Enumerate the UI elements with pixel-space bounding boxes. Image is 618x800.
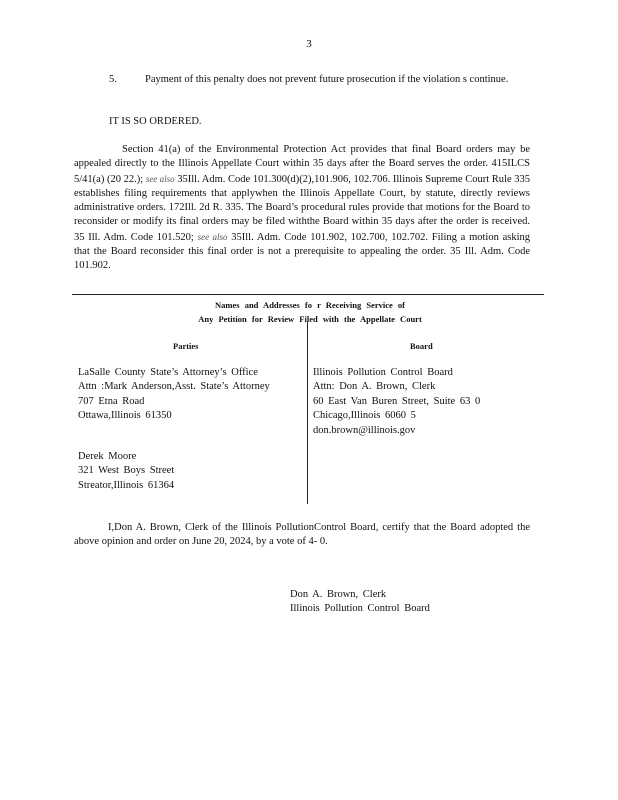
list-item-number: 5. bbox=[109, 74, 117, 85]
address-line: LaSalle County State’s Attorney’s Office bbox=[78, 367, 258, 378]
service-title-line1: Names and Addresses fo r Receiving Service of bbox=[215, 300, 405, 310]
address-line: Streator,Illinois 61364 bbox=[78, 479, 175, 491]
email-address: don.brown@illinois.gov bbox=[313, 424, 416, 436]
signature-block bbox=[290, 588, 430, 617]
party-address-2 bbox=[78, 450, 174, 493]
address-line: Attn: Don A. Brown, Clerk bbox=[313, 381, 436, 393]
address-line: Ottawa,Illinois 61350 bbox=[78, 410, 172, 422]
address-line: Chicago,Illinois 6060 5 bbox=[313, 410, 416, 422]
column-divider bbox=[307, 322, 308, 504]
address-line: 321 West Boys Street bbox=[78, 465, 175, 477]
see-also-2: see also bbox=[197, 231, 228, 242]
address-line: Illinois Pollution Control Board bbox=[313, 367, 453, 378]
appeal-text-part1: Section 41(a) of the Environmental Protection Act provides that final Board orders may be appealed directly to the Illinois Appellate Court within 35 days after the Board serves the order. 415ILCS 5/41(a) (20 22.); bbox=[74, 144, 530, 185]
address-line: Attn :Mark Anderson,Asst. State’s Attorney bbox=[78, 381, 270, 393]
page-number: 3 bbox=[306, 38, 312, 50]
address-line: Derek Moore bbox=[78, 451, 137, 462]
appeal-paragraph bbox=[74, 143, 530, 274]
address-line: 60 East Van Buren Street, Suite 63 0 bbox=[313, 395, 481, 407]
signature-org: Illinois Pollution Control Board bbox=[290, 603, 430, 615]
section-divider bbox=[72, 294, 544, 295]
service-table-title bbox=[160, 298, 460, 326]
appeal-text-part2: 35Ill. Adm. Code 101.300(d)(2),101.906, 102.706. Illinois Supreme Court Rule 335 establishes filing requirements that applywhen the Illinois Appellate Court, by statute, directly reviews administrative orders. 172Ill. 2d R. 335. The Board’s procedural rules provide that motions for the Board to reconsider or modify its final orders may be filed withthe Board within 35 days after the order is received. 35 Ill. Adm. Code 101.520; bbox=[74, 173, 531, 243]
board-heading: Board bbox=[410, 341, 433, 351]
party-address-1 bbox=[78, 366, 270, 424]
signature-name: Don A. Brown, Clerk bbox=[290, 589, 387, 600]
order-statement: IT IS SO ORDERED. bbox=[109, 116, 202, 127]
appeal-text-part3: 35Ill. Adm. Code 101.902, 102.700, 102.702. Filing a motion asking that the Board reconsider this final order is not a prerequisite to appealing the order. 35 Ill. Adm. Code 101.902. bbox=[74, 231, 531, 272]
list-item-text: Payment of this penalty does not prevent future prosecution if the violation s continue. bbox=[145, 74, 509, 85]
address-line: 707 Etna Road bbox=[78, 395, 145, 407]
certification-paragraph: I,Don A. Brown, Clerk of the Illinois PollutionControl Board, certify that the Board adopted the above opinion and order on June 20, 2024, by a vote of 4- 0. bbox=[74, 522, 530, 548]
service-title-line2: Any Petition for Review Filed with the Appellate Court bbox=[198, 314, 422, 324]
parties-heading: Parties bbox=[173, 341, 199, 351]
board-address bbox=[313, 366, 480, 438]
see-also-1: see also bbox=[145, 173, 175, 184]
